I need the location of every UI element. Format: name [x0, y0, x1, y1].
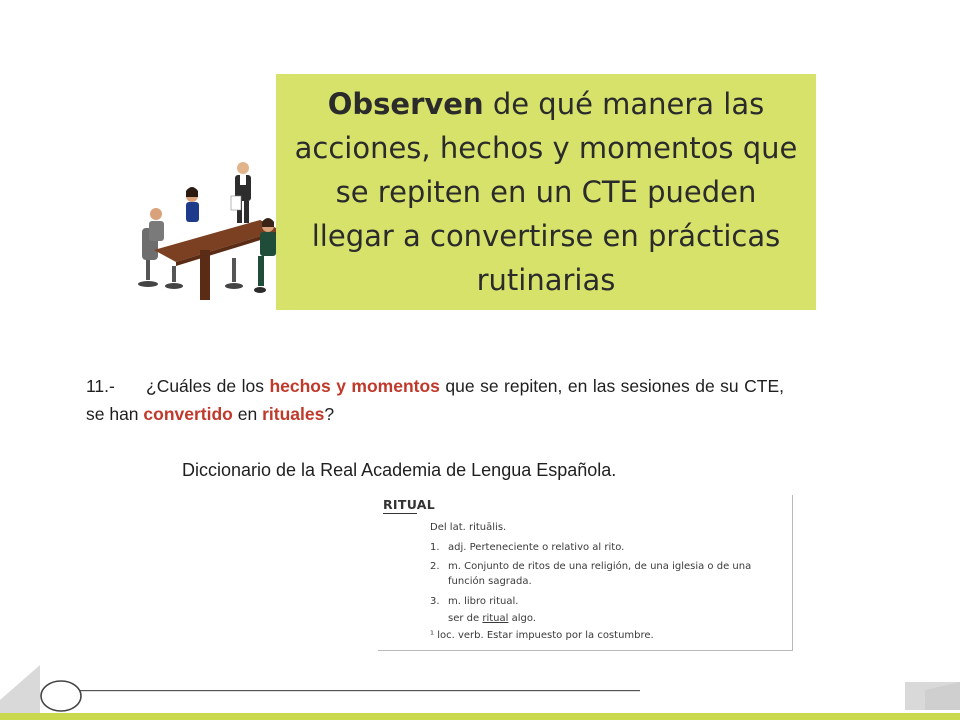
dictionary-entry — [378, 495, 793, 651]
dictionary-def2-line2: función sagrada. — [448, 576, 532, 587]
question-part4: ? — [324, 404, 335, 424]
dictionary-phrase — [448, 613, 536, 624]
callout-bold-word: Observen — [327, 87, 484, 121]
question-highlight-convertido: convertido — [143, 404, 233, 424]
callout-body: de qué manera las acciones, hechos y momentos que se repiten en un CTE pueden llegar a convertirse en prácticas rutinarias — [294, 87, 798, 297]
dictionary-def1: adj. Perteneciente o relativo al rito. — [448, 542, 625, 553]
footer-decoration — [0, 660, 960, 720]
callout-box — [276, 74, 816, 310]
dictionary-def2-line1: m. Conjunto de ritos de una religión, de una iglesia o de una — [448, 561, 752, 572]
dictionary-locution: ¹ loc. verb. Estar impuesto por la costumbre. — [430, 630, 654, 641]
dictionary-def1-number: 1. — [430, 542, 440, 553]
dictionary-word-underline — [383, 513, 417, 514]
dictionary-source: Diccionario de la Real Academia de Lengua Española. — [182, 460, 617, 480]
question-part1: ¿Cuáles de los — [146, 376, 270, 396]
question-part2: que se repiten, en las sesiones de su CTE, se han — [86, 376, 784, 424]
dictionary-etymology: Del lat. rituālis. — [430, 522, 507, 533]
dictionary-phrase-post: algo. — [508, 613, 536, 624]
dictionary-def3: m. libro ritual. — [448, 596, 519, 607]
question-part3: en — [232, 404, 263, 424]
question-paragraph — [86, 372, 784, 428]
callout-text — [276, 82, 816, 302]
question-highlight-hechos: hechos y momentos — [269, 376, 440, 396]
question-highlight-rituales: rituales — [262, 404, 325, 424]
dictionary-phrase-word: ritual — [482, 613, 509, 624]
dictionary-word: RITUAL — [383, 497, 436, 512]
dictionary-def3-number: 3. — [430, 596, 440, 607]
question-number: 11.- — [86, 376, 115, 396]
dictionary-def2-number: 2. — [430, 561, 440, 572]
dictionary-phrase-pre: ser de — [448, 613, 483, 624]
